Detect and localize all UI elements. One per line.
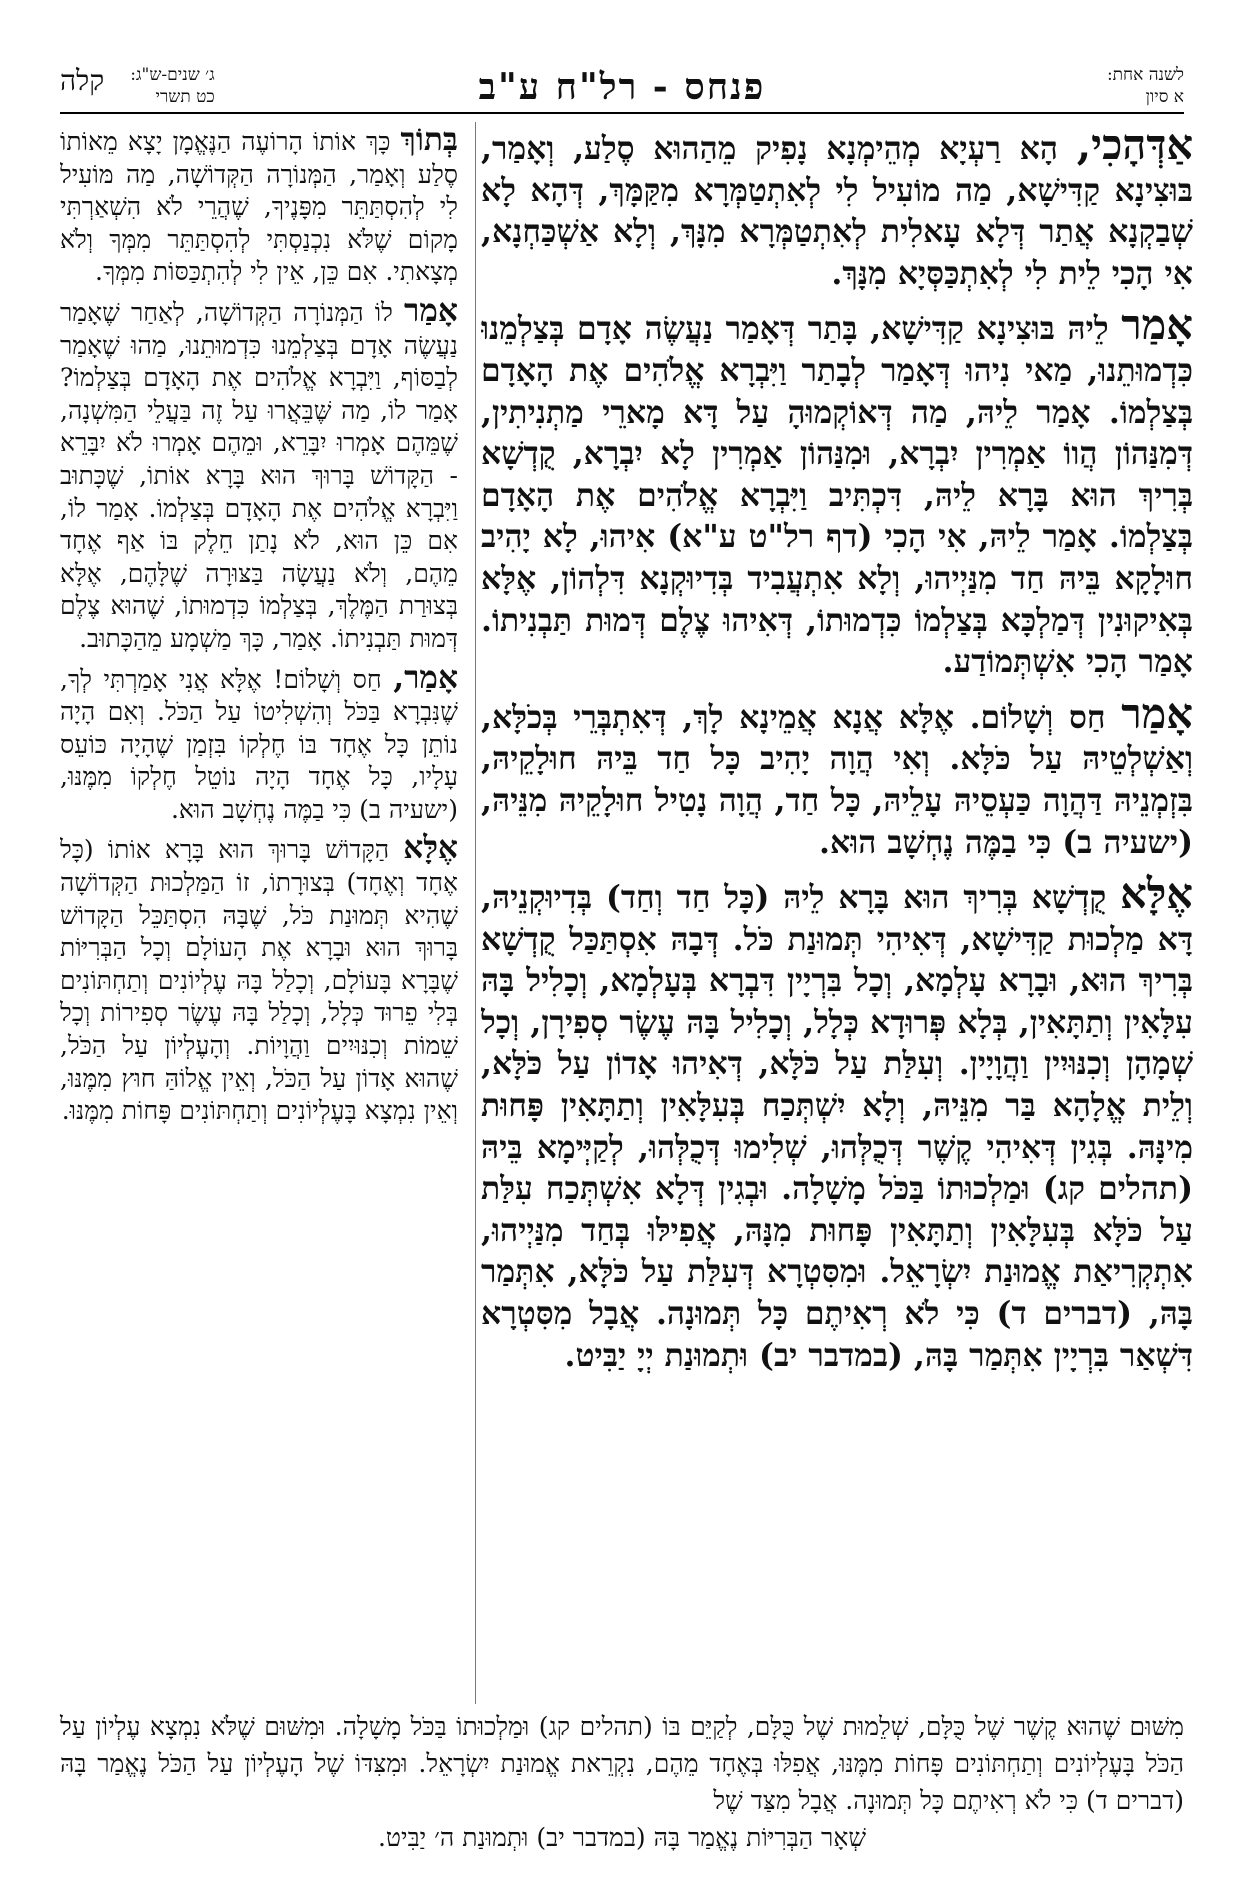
main-paragraph [481,124,1193,294]
paragraph-opener: אָמַר [1121,688,1193,738]
bottom-text-line: מִשּׁוּם שֶׁהוּא קֶשֶׁר שֶׁל כֻּלָּם, שְׁלֵמוּת שֶׁל כֻּלָּם, לְקַיֵּם בּוֹ (תהלים קג) וּמַלְכוּתוֹ בַּכֹּל מָשָׁלָה. וּמִשּׁוּם שֶׁלֹּא נִמְצָא עֶלְיוֹן עַל הַכֹּל בָּעֶלְיוֹנִים וְתַחְתּוֹנִים פָּחוֹת מִמֶּנּוּ, אֲפִלּוּ בְּאֶחָד מֵהֶם, נִקְרֵאת אֱמוּנַת יִשְׂרָאֵל. וּמִצִּדּוֹ שֶׁל הָעֶלְיוֹן עַל הַכֹּל נֶאֱמַר בָּהּ (דברים ד) כִּי לֹא רְאִיתֶם כָּל תְּמוּנָה. אֲבָל מִצַּד שֶׁל [60,1712,1184,1815]
schedule-three-year-label: ג׳ שנים-ש"ג: [130,65,215,85]
schedule-three-year-date: כט תשרי [155,87,215,107]
schedule-one-year-date: א סיון [1145,87,1184,107]
side-paragraph [60,659,458,827]
paragraph-text: הָא רַעְיָא מְהֵימְנָא נָפִיק מֵהַהוּא סֶלַע, וְאָמַר, בּוּצִינָא קַדִּישָׁא, מַה מוֹעִיל לִי לְאִתְטַמְּרָא מִקַּמָּךְ, דְּהָא לָא שְׁבַקְנָא אֲתַר דְּלָא עָאלִית לְאִתְטַמְּרָא מִנָּךְ, וְלָא אַשְׁכַּחְנָא, אִי הָכִי לֵית לִי לְאִתְכַּסְּיָא מִנָּךְ. [481,130,1193,292]
aramaic-main-column [481,124,1193,1702]
header-divider [60,112,1184,114]
paragraph-opener: אֶלָּא [403,830,458,867]
page-number: קלה [60,64,105,97]
paragraph-text: הַקָּדוֹשׁ בָּרוּךְ הוּא בָּרָא אוֹתוֹ (כָּל אֶחָד וְאֶחָד) בְּצוּרָתוֹ, זוֹ הַמַּלְכוּת הַקְּדוֹשָׁה שֶׁהִיא תְּמוּנַת כֹּל, שֶׁבָּהּ הִסְתַּכֵּל הַקָּדוֹשׁ בָּרוּךְ הוּא וּבָרָא אֶת הָעוֹלָם וְכָל הַבְּרִיּוֹת שֶׁבָּרָא בָּעוֹלָם, וְכָלַל בָּהּ עֶלְיוֹנִים וְתַחְתּוֹנִים בְּלִי פֵרוּד כְּלָל, וְכָלַל בָּהּ עֶשֶׂר סְפִירוֹת וְכָל שֵׁמוֹת וְכִנּוּיִים וַהֲוָיוֹת. וְהָעֶלְיוֹן עַל הַכֹּל, שֶׁהוּא אָדוֹן עַל הַכֹּל, וְאֵין אֱלוֹהַּ חוּץ מִמֶּנּוּ, וְאֵין נִמְצָא בָּעֶלְיוֹנִים וְתַחְתּוֹנִים פָּחוֹת מִמֶּנּוּ. [60,835,458,1126]
bottom-text-last-line: שְׁאָר הַבְּרִיּוֹת נֶאֱמַר בָּהּ (במדבר יב) וּתְמוּנַת ה׳ יַבִּיט. [377,1823,867,1852]
side-paragraph [60,832,458,1127]
paragraph-opener: בְּתוֹךְ [400,124,458,158]
study-schedule-three-year [60,64,215,108]
side-paragraph [60,124,458,289]
paragraph-text: חַס וְשָׁלוֹם. אֶלָּא אֲנָא אֲמֵינָא לָךְ, דְּאִתְבְּרֵי בְּכֹלָּא, וְאַשְׁלְטֵיהּ עַל כֹּלָּא. וְאִי הֲוָה יָהִיב כָּל חַד בֵּיהּ חוּלָקֵיהּ, בִּזְמְנֵיהּ דַּהֲוָה כַּעְסֵיהּ עָלֵיהּ, כָּל חַד, הֲוָה נָטִיל חוּלָקֵיהּ מִנֵּיהּ, (ישעיה ב) כִּי בַמֶּה נֶחְשָׁב הוּא. [481,698,1193,861]
schedule-one-year-label: לשנה אחת: [1106,65,1184,85]
page-title: פנחס - רל"ח ע"ב [478,66,766,108]
main-paragraph [481,869,1193,1376]
paragraph-text: כָּךְ אוֹתוֹ הָרוֹעֶה הַנֶּאֱמָן יָצָא מֵאוֹתוֹ סֶלַע וְאָמַר, הַמְּנוֹרָה הַקְּדוֹשָׁה, מַה מּוֹעִיל לִי לְהִסְתַּתֵּר מִפָּנֶיךָ, שֶׁהֲרֵי לֹא הִשְׁאַרְתִּי מָקוֹם שֶׁלֹּא נִכְנַסְתִּי לְהִסְתַּתֵּר מִמְּךָ וְלֹא מְצָאתִי. אִם כֵּן, אֵין לִי לְהִתְכַּסּוֹת מִמְּךָ. [60,127,458,287]
paragraph-text: לוֹ הַמְּנוֹרָה הַקְּדוֹשָׁה, לְאַחַר שֶׁאָמַר נַעֲשֶׂה אָדָם בְּצַלְמֵנוּ כִּדְמוּתֵנוּ, מַהוּ שֶׁאָמַר לְבַסּוֹף, וַיִּבְרָא אֱלֹהִים אֶת הָאָדָם בְּצַלְמוֹ? אָמַר לוֹ, מַה שֶּׁבֵּאֲרוּ עַל זֶה בַּעֲלֵי הַמִּשְׁנָה, שֶׁמֵּהֶם אָמְרוּ יִבָּרֵא, וּמֵהֶם אָמְרוּ לֹא יִבָּרֵא - הַקָּדוֹשׁ בָּרוּךְ הוּא בָּרָא אוֹתוֹ, שֶׁכָּתוּב וַיִּבְרָא אֱלֹהִים אֶת הָאָדָם בְּצַלְמוֹ. אָמַר לוֹ, אִם כֵּן הוּא, לֹא נָתַן חֵלֶק בּוֹ אַף אֶחָד מֵהֶם, וְלֹא נַעֲשָׂה בַּצּוּרָה שֶׁלָּהֶם, אֶלָּא בְּצוּרַת הַמֶּלֶךְ, בְּצַלְמוֹ כִּדְמוּתוֹ, שֶׁהוּא צֶלֶם דְּמוּת תַּבְנִיתוֹ. אָמַר, כָּךְ מַשְׁמָע מֵהַכָּתוּב. [60,297,458,653]
paragraph-text: חַס וְשָׁלוֹם! אֶלָּא אֲנִי אָמַרְתִּי לְךָ, שֶׁנִּבְרָא בַּכֹּל וְהִשְׁלִיטוֹ עַל הַכֹּל. וְאִם הָיָה נוֹתֵן כָּל אֶחָד בּוֹ חֶלְקוֹ בִּזְמַן שֶׁהָיָה כּוֹעֵס עָלָיו, כָּל אֶחָד הָיָה נוֹטֵל חֶלְקוֹ מִמֶּנּוּ, (ישעיה ב) כִּי בַמֶּה נֶחְשָׁב הוּא. [60,664,458,824]
paragraph-opener: אָמַר [404,292,458,329]
side-paragraph [60,292,458,656]
paragraph-text: קֻדְשָׁא בְּרִיךְ הוּא בָּרָא לֵיהּ (כָּל חַד וְחַד) בְּדִיוּקְנֵיהּ, דָּא מַלְכוּת קַדִּישָׁא, דְּאִיהִי תְּמוּנַת כֹּל. דְּבָהּ אִסְתַּכַּל קֻדְשָׁא בְּרִיךְ הוּא, וּבָרָא עָלְמָא, וְכָל בִּרְיָין דִּבְרָא בְּעָלְמָא, וְכָלִיל בָּהּ עִלָּאִין וְתַתָּאִין, בְּלָא פְּרוּדָא כְּלָל, וְכָלִיל בָּהּ עֶשֶׂר סְפִירָן, וְכָל שְׁמָהָן וְכִנּוּיִין וַהֲוָיָין. וְעִלַּת עַל כֹּלָּא, דְּאִיהוּ אָדוֹן עַל כֹּלָּא, וְלֵית אֱלָהָא בַּר מִנֵּיהּ, וְלָא יִשְׁתְּכַח בְּעִלָּאִין וְתַתָּאִין פָּחוּת מִינָּהּ. בְּגִין דְּאִיהִי קֶשֶׁר דְּכֻלְּהוּ, שְׁלִימוּ דְּכֻלְּהוּ, לְקַיְּימָא בֵּיהּ (תהלים קג) וּמַלְכוּתוֹ בַּכֹּל מָשָׁלָה. וּבְגִין דְּלָא אִשְׁתְּכַח עִלַּת עַל כֹּלָּא בְּעִלָּאִין וְתַתָּאִין פָּחוּת מִנָּהּ, אֲפִילּוּ בְּחַד מִנַּיְיהוּ, אִתְקְרִיאַת אֱמוּנַת יִשְׂרָאֵל. וּמִסִּטְרָא דְּעִלַּת עַל כֹּלָּא, אִתְּמַר בָּהּ, (דברים ד) כִּי לֹא רְאִיתֶם כָּל תְּמוּנָה. אֲבָל מִסִּטְרָא דִּשְׁאַר בִּרְיָין אִתְּמַר בָּהּ, (במדבר יב) וּתְמוּנַת יְיָ יַבִּיט. [481,879,1193,1374]
hebrew-translation-column [60,124,458,1702]
main-paragraph [481,300,1193,682]
page-header [60,64,1184,112]
main-paragraph [481,688,1193,863]
paragraph-text: לֵיהּ בּוּצִינָא קַדִּישָׁא, בָּתַר דְּאָמַר נַעֲשֶׂה אָדָם בְּצַלְמֵנוּ כִּדְמוּתֵנוּ, מַאי נִיהוּ דְּאָמַר לְבָתַר וַיִּבְרָא אֱלֹהִים אֶת הָאָדָם בְּצַלְמוֹ. אָמַר לֵיהּ, מַה דְּאוֹקְמוּהָ עַל דָּא מָארֵי מַתְנִיתִין, דְּמִנַּהוֹן הֲווֹ אַמְרִין יִבְרָא, וּמִנַּהוֹן אַמְרִין לָא יִבְרָא, קֻדְשָׁא בְּרִיךְ הוּא בָּרָא לֵיהּ, דִּכְתִּיב וַיִּבְרָא אֱלֹהִים אֶת הָאָדָם בְּצַלְמוֹ. אָמַר לֵיהּ, אִי הָכִי (דף רל"ט ע"א) אִיהוּ, לָא יָהִיב חוּלָקָא בֵּיהּ חַד מִנַּיְיהוּ, וְלָא אִתְעֲבִיד בְּדִיוּקְנָא דִּלְהוֹן, אֶלָּא בְּאִיקוּנִין דְּמַלְכָּא בְּצַלְמוֹ כִּדְמוּתוֹ, דְּאִיהוּ צֶלֶם דְּמוּת תַּבְנִיתוֹ. אָמַר הָכִי אִשְׁתְּמוֹדַע. [481,310,1193,681]
column-divider [475,122,476,1704]
paragraph-opener: אָמַר, [393,659,458,696]
paragraph-opener: אַדְּהָכִי, [1076,124,1193,169]
paragraph-opener: אָמַר [1121,300,1193,350]
paragraph-opener: אֶלָּא [1120,869,1193,919]
bottom-continuation-text [60,1708,1184,1856]
